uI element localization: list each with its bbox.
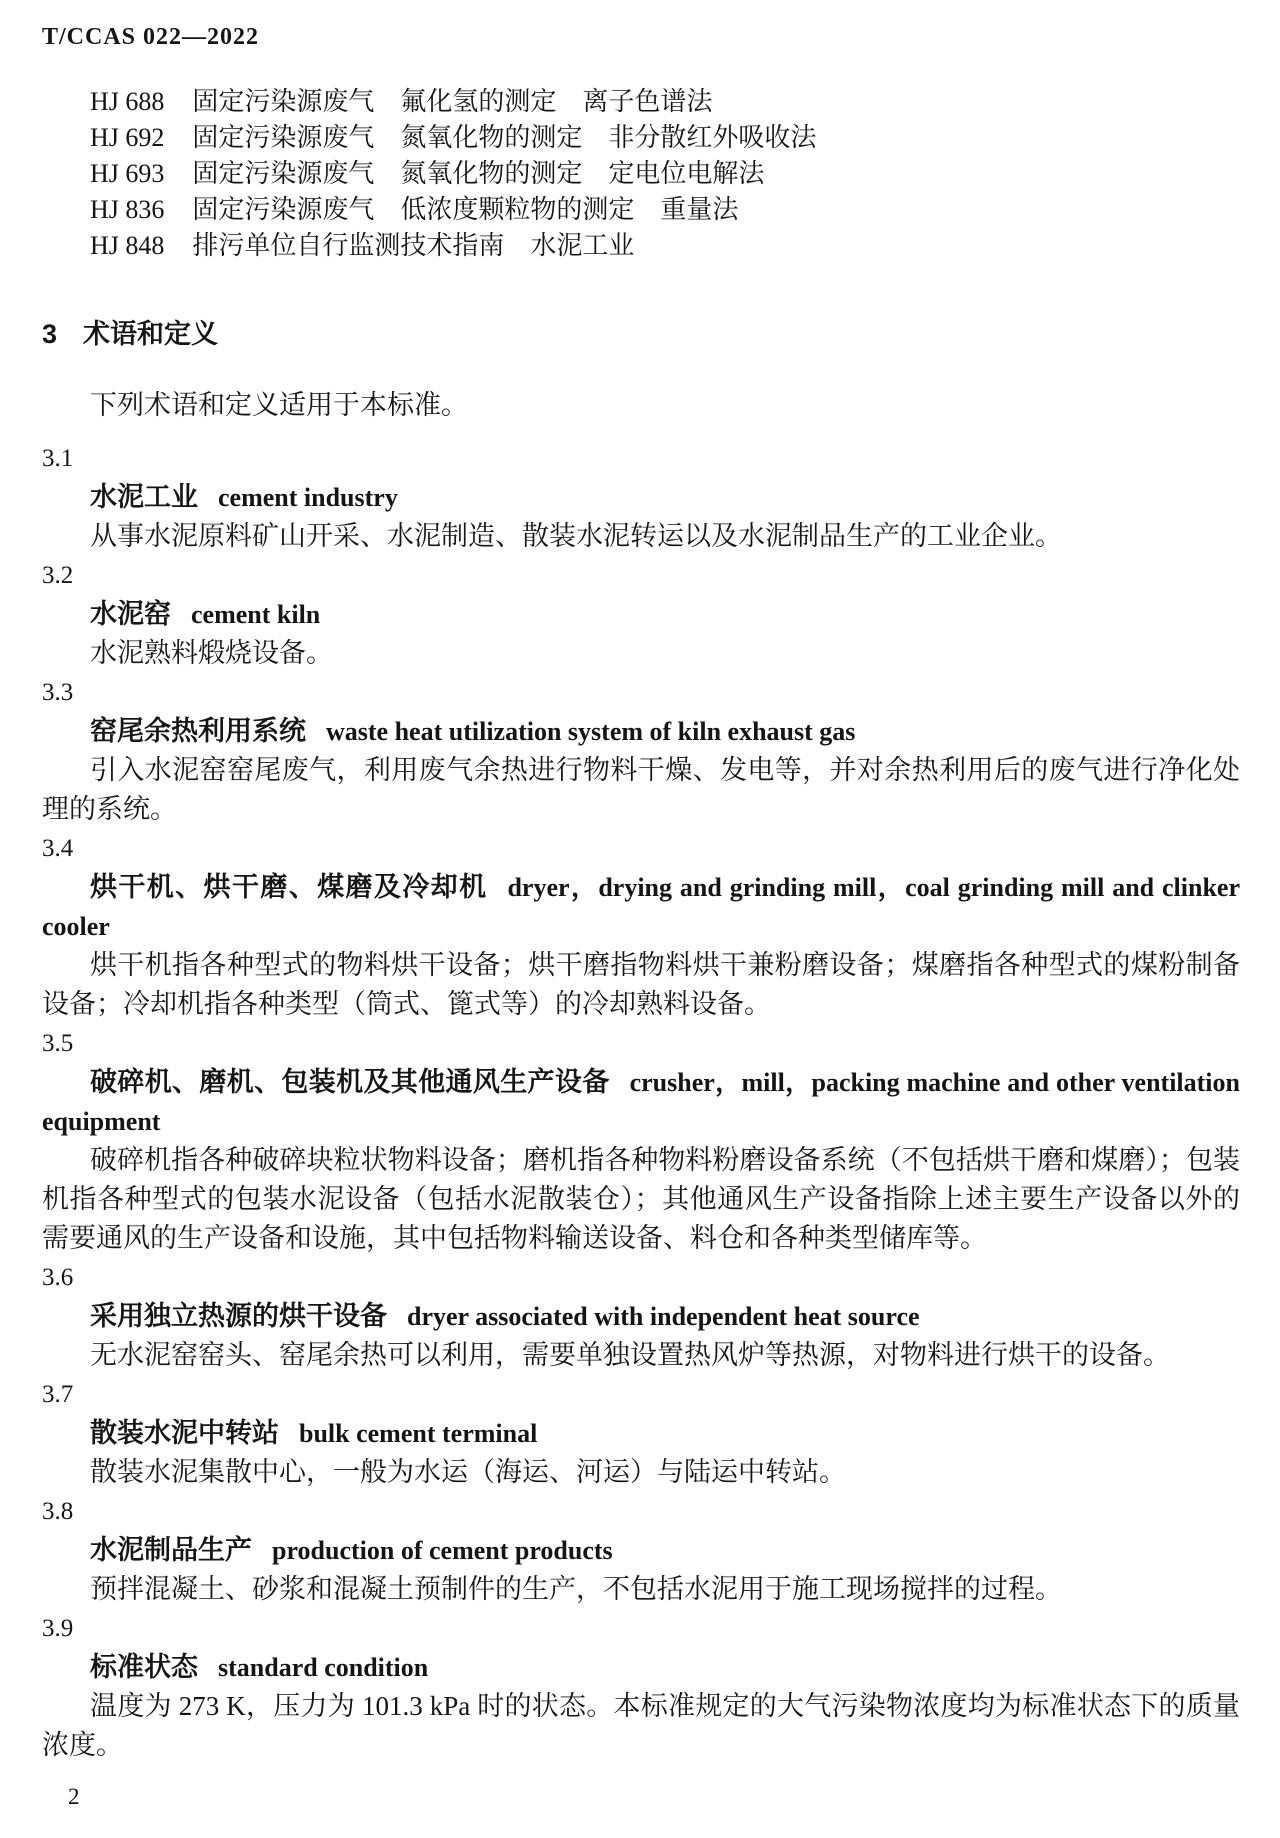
reference-code: HJ 693 xyxy=(90,159,165,188)
term-english: cement kiln xyxy=(191,600,321,629)
reference-code: HJ 692 xyxy=(90,123,165,152)
section-number: 3 xyxy=(42,319,58,349)
term-chinese: 水泥工业 xyxy=(90,482,198,512)
term-block xyxy=(42,1258,1240,1375)
reference-item xyxy=(90,120,1240,156)
term-english: dryer，drying and grinding mill，coal grinding mill and clinker cooler xyxy=(42,873,1241,941)
clause-number: 3.5 xyxy=(42,1030,74,1057)
clause-number: 3.4 xyxy=(42,835,74,862)
term-block xyxy=(42,829,1240,1024)
term-chinese: 烘干机、烘干磨、煤磨及冷却机 xyxy=(90,872,488,902)
term-english: bulk cement terminal xyxy=(299,1419,538,1448)
reference-item xyxy=(90,156,1240,192)
reference-code: HJ 836 xyxy=(90,195,165,224)
term-chinese: 标准状态 xyxy=(90,1652,198,1682)
term-english: standard condition xyxy=(218,1653,429,1682)
reference-code: HJ 688 xyxy=(90,87,165,116)
term-heading xyxy=(42,1414,1240,1453)
term-english: cement industry xyxy=(218,483,398,512)
term-definition: 引入水泥窑窑尾废气，利用废气余热进行物料干燥、发电等，并对余热利用后的废气进行净化处理的系统。 xyxy=(42,755,1240,824)
term-definition: 破碎机指各种破碎块粒状物料设备；磨机指各种物料粉磨设备系统（不包括烘干磨和煤磨）；包装机指各种型式的包装水泥设备（包括水泥散装仓）；其他通风生产设备指除上述主要生产设备以外的需要通风的生产设备和设施，其中包括物料输送设备、料仓和各种类型储库等。 xyxy=(42,1145,1240,1253)
reference-item xyxy=(90,84,1240,120)
clause-number: 3.9 xyxy=(42,1615,74,1642)
term-definition: 从事水泥原料矿山开采、水泥制造、散装水泥转运以及水泥制品生产的工业企业。 xyxy=(90,521,1062,551)
term-chinese: 采用独立热源的烘干设备 xyxy=(90,1301,387,1331)
term-chinese: 散装水泥中转站 xyxy=(90,1418,279,1448)
term-block xyxy=(42,439,1240,556)
term-definition: 温度为 273 K，压力为 101.3 kPa 时的状态。本标准规定的大气污染物浓度均为标准状态下的质量浓度。 xyxy=(42,1691,1240,1760)
section-intro-paragraph: 下列术语和定义适用于本标准。 xyxy=(90,390,468,420)
term-definition: 烘干机指各种型式的物料烘干设备；烘干磨指物料烘干兼粉磨设备；煤磨指各种型式的煤粉制备设备；冷却机指各种类型（筒式、篦式等）的冷却熟料设备。 xyxy=(42,950,1240,1019)
term-definition: 预拌混凝土、砂浆和混凝土预制件的生产，不包括水泥用于施工现场搅拌的过程。 xyxy=(90,1574,1062,1604)
page-number: 2 xyxy=(68,1784,80,1809)
reference-title: 固定污染源废气 氮氧化物的测定 定电位电解法 xyxy=(192,159,765,188)
reference-title: 固定污染源废气 氮氧化物的测定 非分散红外吸收法 xyxy=(192,123,817,152)
term-block xyxy=(42,673,1240,829)
term-english: dryer associated with independent heat source xyxy=(407,1302,920,1331)
reference-item xyxy=(90,228,1240,264)
term-heading xyxy=(42,712,1240,751)
term-heading xyxy=(42,1648,1240,1687)
clause-number: 3.1 xyxy=(42,445,74,472)
section-heading xyxy=(42,318,1240,350)
term-block xyxy=(42,1609,1240,1765)
term-definition: 无水泥窑窑头、窑尾余热可以利用，需要单独设置热风炉等热源，对物料进行烘干的设备。 xyxy=(90,1340,1170,1370)
term-definition: 散装水泥集散中心，一般为水运（海运、河运）与陆运中转站。 xyxy=(90,1457,846,1487)
term-heading xyxy=(42,868,1240,946)
reference-title: 排污单位自行监测技术指南 水泥工业 xyxy=(192,231,635,260)
term-block xyxy=(42,1024,1240,1258)
reference-title: 固定污染源废气 低浓度颗粒物的测定 重量法 xyxy=(192,195,739,224)
section-title: 术语和定义 xyxy=(83,319,219,349)
term-heading xyxy=(42,478,1240,517)
term-chinese: 破碎机、磨机、包装机及其他通风生产设备 xyxy=(90,1067,610,1097)
term-chinese: 窑尾余热利用系统 xyxy=(90,716,306,746)
term-block xyxy=(42,556,1240,673)
term-block xyxy=(42,1492,1240,1609)
term-chinese: 水泥制品生产 xyxy=(90,1535,252,1565)
term-heading xyxy=(42,1531,1240,1570)
reference-item xyxy=(90,192,1240,228)
term-chinese: 水泥窑 xyxy=(90,599,171,629)
term-english: waste heat utilization system of kiln exhaust gas xyxy=(326,717,856,746)
term-heading xyxy=(42,1297,1240,1336)
document-number-header: T/CCAS 022—2022 xyxy=(42,24,260,50)
term-heading xyxy=(42,1063,1240,1141)
terms-list xyxy=(42,439,1240,1765)
reference-code: HJ 848 xyxy=(90,231,165,260)
reference-list xyxy=(42,84,1240,264)
term-heading xyxy=(42,595,1240,634)
term-definition: 水泥熟料煅烧设备。 xyxy=(90,638,333,668)
clause-number: 3.8 xyxy=(42,1498,74,1525)
clause-number: 3.2 xyxy=(42,562,74,589)
term-english: crusher，mill，packing machine and other ventilation equipment xyxy=(42,1068,1240,1136)
reference-title: 固定污染源废气 氟化氢的测定 离子色谱法 xyxy=(192,87,713,116)
term-english: production of cement products xyxy=(272,1536,613,1565)
clause-number: 3.6 xyxy=(42,1264,74,1291)
clause-number: 3.7 xyxy=(42,1381,74,1408)
term-block xyxy=(42,1375,1240,1492)
clause-number: 3.3 xyxy=(42,679,74,706)
